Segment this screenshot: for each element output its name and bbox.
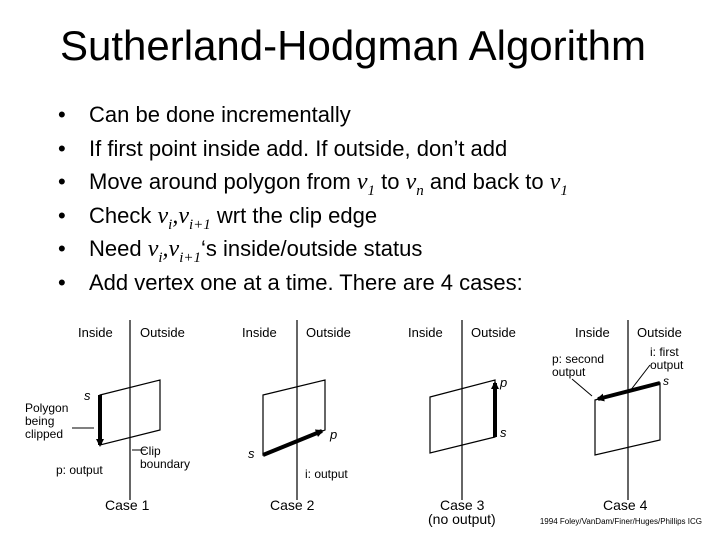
bullet-item	[58, 266, 568, 300]
bullet-text: Add vertex one at a time. There are 4 cases:	[89, 269, 523, 295]
outside-label: Outside	[637, 325, 682, 340]
outside-label: Outside	[471, 325, 516, 340]
case-name: Case 1	[105, 497, 150, 513]
bullet-item	[58, 165, 568, 199]
edge-arrow	[263, 431, 322, 455]
clip-boundary-label	[140, 444, 190, 471]
variable-subscript: 1	[367, 182, 375, 199]
bullet-text: ‘s inside/outside status	[201, 236, 423, 261]
i-first-output-label	[650, 345, 684, 372]
s-label: s	[84, 388, 91, 403]
variable-subscript: 1	[560, 182, 568, 199]
math-variable	[157, 202, 173, 233]
variable-subscript: i+1	[179, 249, 201, 266]
bullet-item	[58, 132, 568, 166]
bullet-text: and back to	[423, 169, 550, 194]
variable-subscript: i	[168, 216, 173, 233]
variable-base: v	[157, 202, 169, 229]
polygon-label-line: clipped	[25, 427, 64, 441]
bullet-dot: •	[58, 236, 66, 261]
case-name: Case 3	[440, 497, 485, 513]
outside-label: Outside	[140, 325, 185, 340]
variable-base: v	[549, 169, 561, 195]
bullet-dot: •	[58, 202, 66, 228]
variable-base: v	[405, 169, 417, 195]
p-pointer-line	[572, 379, 592, 396]
math-variable	[549, 169, 568, 199]
bullet-text: Can be done incrementally	[89, 102, 351, 127]
bullet-dot: •	[58, 135, 66, 161]
inside-label: Inside	[242, 325, 277, 340]
math-variable	[405, 169, 424, 199]
polygon-being-clipped-label	[25, 401, 72, 441]
math-variable	[147, 236, 163, 266]
inside-label: Inside	[408, 325, 443, 340]
case-4	[552, 320, 684, 513]
variable-base: v	[356, 169, 368, 195]
bullet-text: Need	[89, 236, 148, 261]
math-variable	[356, 169, 375, 199]
case-2	[242, 320, 351, 513]
bullet-item	[58, 232, 568, 266]
bullet-text: wrt the clip edge	[210, 202, 378, 228]
bullet-dot: •	[58, 169, 66, 194]
s-label: s	[663, 374, 669, 388]
variable-base: ,v	[172, 202, 189, 229]
inside-label: Inside	[78, 325, 113, 340]
bullet-item	[58, 199, 568, 233]
variable-subscript: i+1	[188, 216, 211, 233]
case-name: Case 4	[603, 497, 648, 513]
i-output-label: i: output	[305, 467, 348, 481]
s-label: s	[500, 425, 507, 440]
p-output-label: p: output	[56, 463, 103, 477]
case-1	[25, 320, 190, 513]
math-variable	[172, 202, 211, 233]
s-label: s	[248, 446, 255, 461]
clip-boundary-line: boundary	[140, 457, 191, 471]
variable-subscript: i	[158, 249, 163, 266]
variable-base: ,v	[162, 236, 180, 262]
edge-arrow	[598, 383, 660, 399]
i-output-line: i: first	[650, 345, 679, 359]
variable-base: v	[147, 236, 159, 262]
bullet-text: Check	[89, 202, 158, 228]
bullet-text: Move around polygon from	[89, 169, 357, 194]
outside-label: Outside	[306, 325, 351, 340]
case-name: Case 2	[270, 497, 315, 513]
bullet-dot: •	[58, 269, 66, 295]
credit-text: 1994 Foley/VanDam/Finer/Huges/Phillips ICG	[539, 517, 702, 526]
p-label: p	[330, 427, 338, 442]
bullet-dot: •	[58, 102, 66, 127]
polygon-label-line: Polygon	[25, 401, 69, 415]
p-output-line: p: second	[552, 352, 605, 366]
math-variable	[162, 236, 201, 266]
case-3	[408, 320, 516, 527]
p-second-output-label	[552, 352, 607, 379]
i-output-line: output	[650, 358, 684, 372]
bullet-text: If first point inside add. If outside, don’t add	[89, 135, 508, 161]
variable-subscript: n	[416, 182, 424, 199]
clip-boundary-line: Clip	[140, 444, 161, 458]
p-output-line: output	[552, 365, 586, 379]
bullet-text: to	[374, 169, 406, 194]
p-label: p	[500, 375, 508, 390]
bullet-list	[58, 98, 568, 299]
polygon-label-line: being	[25, 414, 55, 428]
slide-title: Sutherland-Hodgman Algorithm	[60, 22, 646, 69]
clipping-cases-diagram	[0, 300, 720, 540]
bullet-item	[58, 98, 568, 132]
case-note: (no output)	[428, 511, 496, 527]
inside-label: Inside	[575, 325, 610, 340]
